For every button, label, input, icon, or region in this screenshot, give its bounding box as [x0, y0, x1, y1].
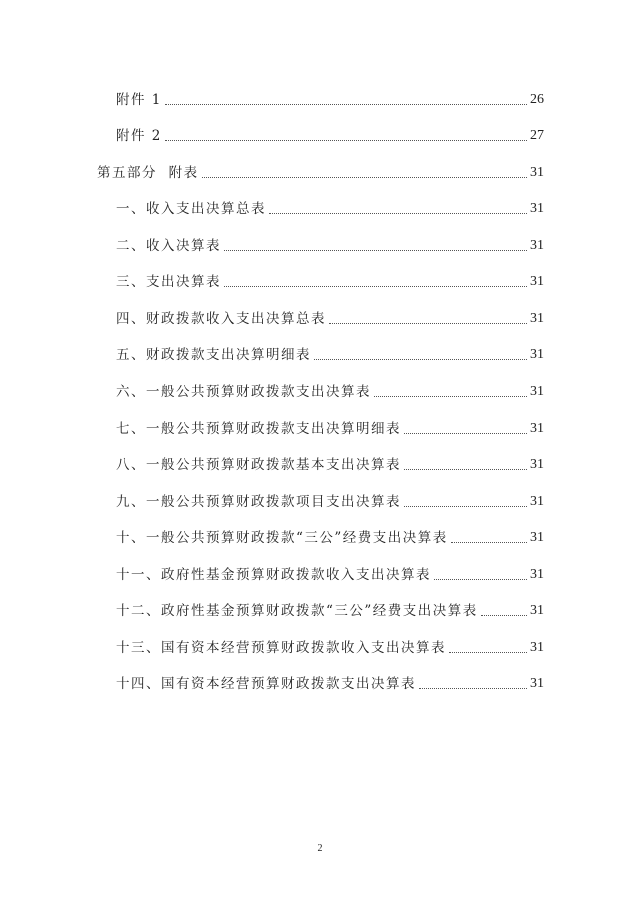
toc-entry-page: 31: [530, 311, 544, 326]
toc-entry-table-6[interactable]: [116, 378, 544, 400]
toc-entry-title: 三、支出决算表: [116, 274, 221, 290]
toc-entry-appendix-2[interactable]: [116, 122, 544, 144]
toc-entry-title: 十、一般公共预算财政拨款“三公”经费支出决算表: [116, 530, 448, 546]
toc-dot-leader: [404, 468, 527, 470]
toc-entry-page: 27: [530, 128, 544, 143]
toc-entry-title: 十一、政府性基金预算财政拨款收入支出决算表: [116, 567, 431, 583]
toc-entry-table-1[interactable]: [116, 195, 544, 217]
toc-entry-title: 十三、国有资本经营预算财政拨款收入支出决算表: [116, 640, 446, 656]
page-number: 2: [317, 843, 323, 854]
toc-entry-part-5[interactable]: [97, 159, 544, 181]
toc-entry-page: 31: [530, 603, 544, 618]
toc-entry-table-14[interactable]: [116, 670, 544, 692]
toc-entry-table-13[interactable]: [116, 634, 544, 656]
toc-dot-leader: [314, 358, 527, 360]
toc-entry-title: 附件 1: [116, 92, 162, 108]
toc-entry-page: 31: [530, 384, 544, 399]
toc-dot-leader: [374, 395, 527, 397]
toc-dot-leader: [224, 249, 527, 251]
toc-entry-table-4[interactable]: [116, 305, 544, 327]
toc-entry-title: 二、收入决算表: [116, 238, 221, 254]
toc-dot-leader: [165, 139, 527, 141]
toc-entry-table-11[interactable]: [116, 561, 544, 583]
toc-entry-title: 七、一般公共预算财政拨款支出决算明细表: [116, 421, 401, 437]
toc-entry-table-2[interactable]: [116, 232, 544, 254]
toc-entry-appendix-1[interactable]: [116, 86, 544, 108]
toc-entry-title: 五、财政拨款支出决算明细表: [116, 347, 311, 363]
toc-entry-page: 31: [530, 640, 544, 655]
toc-entry-table-7[interactable]: [116, 415, 544, 437]
toc-entry-table-12[interactable]: [116, 597, 544, 619]
toc-entry-page: 31: [530, 567, 544, 582]
toc-dot-leader: [481, 614, 527, 616]
toc-entry-page: 26: [530, 92, 544, 107]
toc-entry-page: 31: [530, 165, 544, 180]
toc-entry-title: 四、财政拨款收入支出决算总表: [116, 311, 326, 327]
toc-entry-table-5[interactable]: [116, 341, 544, 363]
toc-entry-page: 31: [530, 421, 544, 436]
toc-dot-leader: [202, 176, 527, 178]
toc-entry-title: 十四、国有资本经营预算财政拨款支出决算表: [116, 676, 416, 692]
toc-entry-title: 六、一般公共预算财政拨款支出决算表: [116, 384, 371, 400]
toc-entry-title: 第五部分 附表: [97, 165, 199, 181]
toc-entry-page: 31: [530, 274, 544, 289]
toc-dot-leader: [404, 432, 527, 434]
toc-dot-leader: [404, 505, 527, 507]
toc-entry-page: 31: [530, 238, 544, 253]
toc-entry-page: 31: [530, 676, 544, 691]
toc-entry-table-3[interactable]: [116, 268, 544, 290]
toc-dot-leader: [165, 103, 527, 105]
toc-entry-title: 一、收入支出决算总表: [116, 201, 266, 217]
toc-dot-leader: [329, 322, 527, 324]
toc-dot-leader: [224, 285, 527, 287]
toc-entry-title: 附件 2: [116, 128, 162, 144]
toc-entry-title: 十二、政府性基金预算财政拨款“三公”经费支出决算表: [116, 603, 478, 619]
toc-entry-title: 九、一般公共预算财政拨款项目支出决算表: [116, 494, 401, 510]
toc-entry-page: 31: [530, 530, 544, 545]
toc-dot-leader: [419, 687, 527, 689]
toc-entry-page: 31: [530, 347, 544, 362]
toc-dot-leader: [451, 541, 527, 543]
toc-dot-leader: [449, 651, 527, 653]
toc-entry-page: 31: [530, 201, 544, 216]
toc-entry-page: 31: [530, 494, 544, 509]
toc-entry-table-9[interactable]: [116, 488, 544, 510]
toc-entry-table-10[interactable]: [116, 524, 544, 546]
toc-entry-table-8[interactable]: [116, 451, 544, 473]
toc-entry-page: 31: [530, 457, 544, 472]
toc-dot-leader: [434, 578, 527, 580]
toc-dot-leader: [269, 212, 527, 214]
toc-entry-title: 八、一般公共预算财政拨款基本支出决算表: [116, 457, 401, 473]
